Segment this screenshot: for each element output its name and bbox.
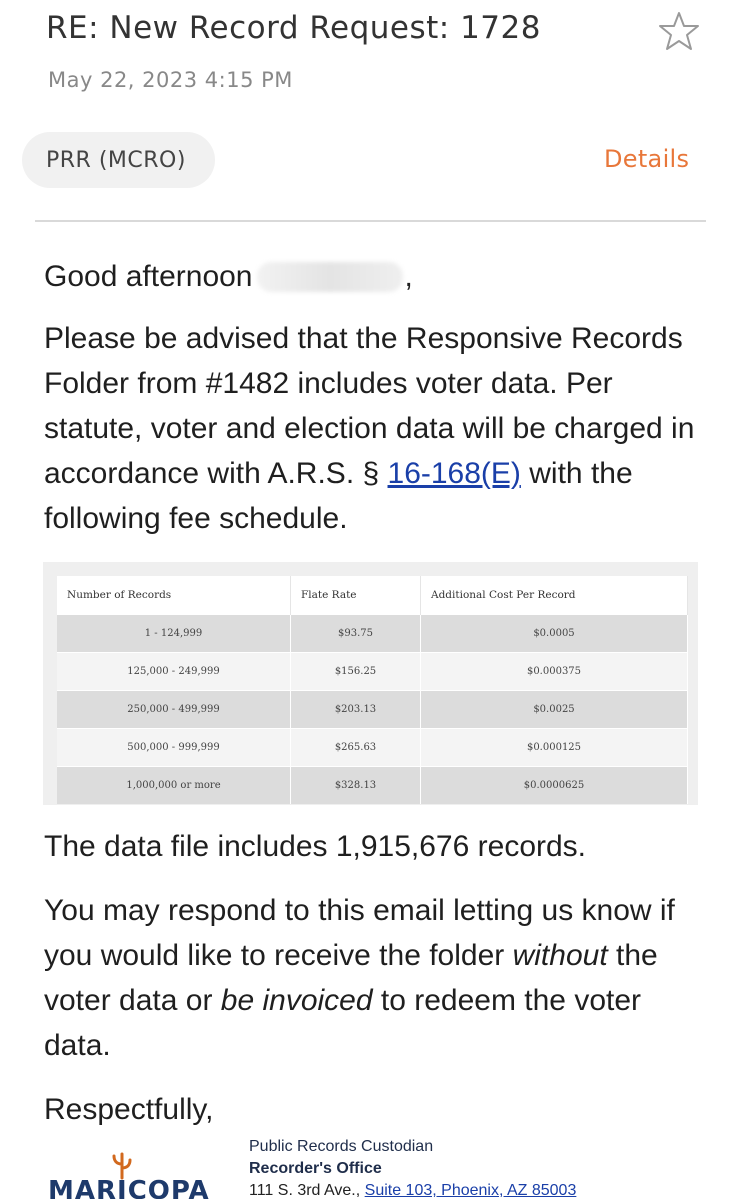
emphasis-invoiced: be invoiced <box>220 984 373 1017</box>
sender-name: PRR (MCRO) <box>46 147 186 173</box>
address-link[interactable]: Suite 103, Phoenix, AZ 85003 <box>364 1182 577 1199</box>
closing: Respectfully, <box>44 1093 214 1126</box>
paragraph-tail: with the following fee schedule. <box>44 457 633 535</box>
header-divider <box>35 220 706 222</box>
table-cell: 1,000,000 or more <box>57 767 291 805</box>
greeting-comma: , <box>404 260 413 293</box>
signature-role: Public Records Custodian <box>249 1138 434 1155</box>
paragraph-fee-notice <box>44 316 704 541</box>
paragraph-record-count: The data file includes 1,915,676 records. <box>44 830 587 863</box>
table-cell: $203.13 <box>291 691 421 729</box>
table-cell: 1 - 124,999 <box>57 615 291 653</box>
statute-link[interactable]: 16-168(E) <box>387 457 521 490</box>
table-cell: $0.0000625 <box>421 767 688 805</box>
paragraph-text: to redeem the voter data. <box>44 984 642 1062</box>
table-header: Flate Rate <box>291 576 421 615</box>
table-cell: 250,000 - 499,999 <box>57 691 291 729</box>
fee-schedule-table-image <box>43 562 698 805</box>
paragraph-text: You may respond to this email letting us know if you would like to receive the folder <box>44 894 675 972</box>
signature-block <box>249 1136 576 1202</box>
table-cell: $156.25 <box>291 653 421 691</box>
table-row <box>57 691 688 729</box>
details-link[interactable]: Details <box>604 145 690 173</box>
table-row <box>57 767 688 805</box>
paragraph-response-options <box>44 888 714 1068</box>
greeting-text: Good afternoon <box>44 260 253 293</box>
star-icon[interactable] <box>658 10 700 52</box>
table-cell: $93.75 <box>291 615 421 653</box>
table-header: Additional Cost Per Record <box>421 576 688 615</box>
signature-office: Recorder's Office <box>249 1160 382 1177</box>
table-cell: $328.13 <box>291 767 421 805</box>
greeting <box>44 254 413 299</box>
table-cell: $0.0005 <box>421 615 688 653</box>
table-cell: $0.000125 <box>421 729 688 767</box>
table-header: Number of Records <box>57 576 291 615</box>
table-row <box>57 653 688 691</box>
logo-text: MARICOPA <box>48 1176 210 1199</box>
table-cell: $265.63 <box>291 729 421 767</box>
email-subject: RE: New Record Request: 1728 <box>46 10 541 46</box>
email-date: May 22, 2023 4:15 PM <box>48 68 293 92</box>
maricopa-logo <box>44 1150 214 1199</box>
table-cell: 500,000 - 999,999 <box>57 729 291 767</box>
paragraph-text: the voter data or <box>44 939 658 1017</box>
sender-chip[interactable] <box>22 132 215 188</box>
fee-schedule-table <box>57 576 688 804</box>
paragraph-text: Please be advised that the Responsive Records Folder from #1482 includes voter data. Per statute, voter and election data will be charged in accordance with A.R.S. § <box>44 322 695 490</box>
table-cell: $0.0025 <box>421 691 688 729</box>
table-cell: $0.000375 <box>421 653 688 691</box>
redacted-name <box>257 262 403 292</box>
emphasis-without: without <box>512 939 608 972</box>
table-cell: 125,000 - 249,999 <box>57 653 291 691</box>
table-row <box>57 615 688 653</box>
address-text: 111 S. 3rd Ave., <box>249 1182 365 1199</box>
table-row <box>57 729 688 767</box>
